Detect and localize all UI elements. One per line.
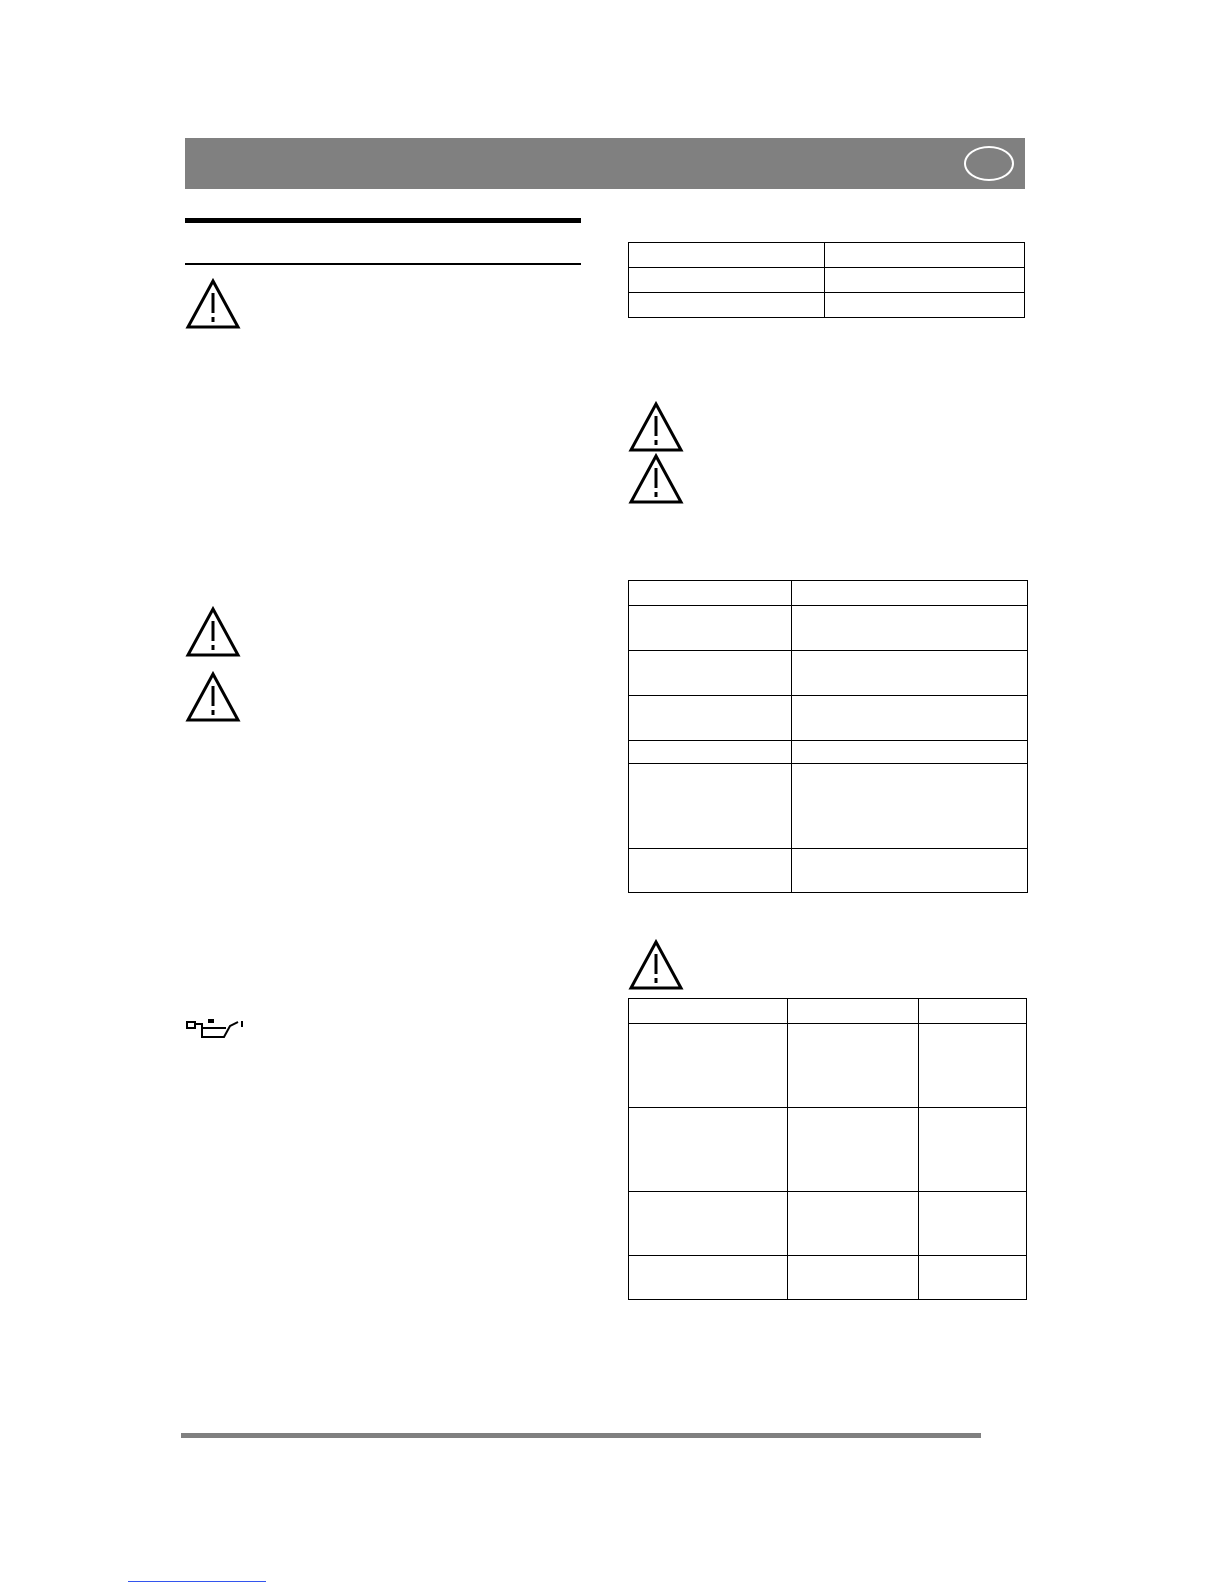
spec-table-1 <box>628 242 1025 318</box>
table-row <box>629 606 1028 651</box>
section-subtitle-rule <box>185 263 581 265</box>
table-row <box>629 999 1027 1024</box>
footer-rule <box>181 1433 981 1438</box>
link-underline[interactable] <box>128 1581 266 1582</box>
warning-triangle-icon <box>185 278 241 330</box>
warning-triangle-icon <box>185 606 241 658</box>
table-row <box>629 1256 1027 1300</box>
table-row <box>629 651 1028 696</box>
warning-triangle-icon <box>185 671 241 723</box>
table-row <box>629 1024 1027 1108</box>
table-row <box>629 696 1028 741</box>
spec-table-2 <box>628 580 1028 893</box>
spec-table-3 <box>628 998 1027 1300</box>
table-row <box>629 1192 1027 1256</box>
table-row <box>629 764 1028 849</box>
table-row <box>629 293 1025 318</box>
warning-triangle-icon <box>628 401 684 453</box>
header-bar <box>185 138 1025 189</box>
table-row <box>629 741 1028 764</box>
table-row <box>629 1108 1027 1192</box>
table-row <box>629 243 1025 268</box>
table-row <box>629 268 1025 293</box>
table-row <box>629 581 1028 606</box>
section-title-rule <box>185 218 581 223</box>
warning-triangle-icon <box>628 939 684 991</box>
oil-can-icon <box>186 1017 244 1039</box>
table-row <box>629 849 1028 893</box>
language-badge <box>964 146 1014 181</box>
warning-triangle-icon <box>628 453 684 505</box>
